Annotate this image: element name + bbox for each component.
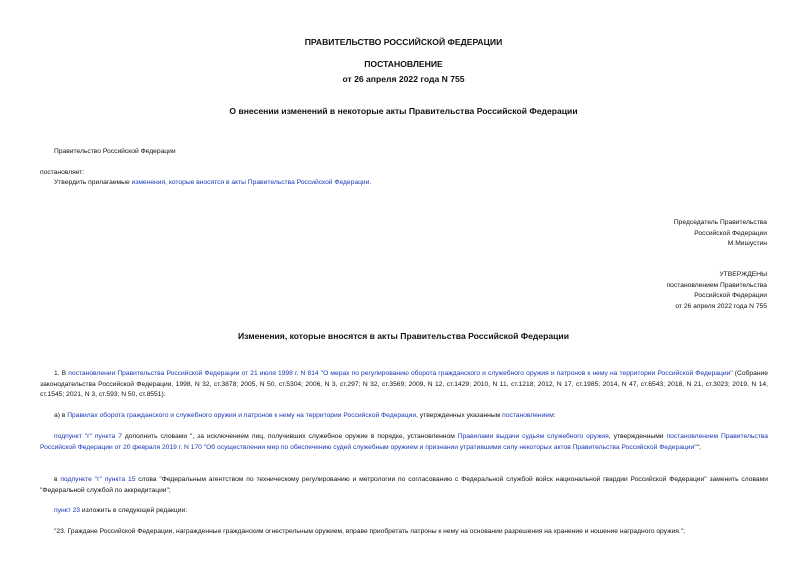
- signature-position: Председатель Правительства: [673, 219, 767, 226]
- item-g-text-2: , утвержденными: [608, 433, 667, 440]
- item-a-resolution-link[interactable]: постановлением: [502, 412, 554, 419]
- preamble-decides: постановляет:: [40, 169, 85, 176]
- approve-prefix: Утвердить прилагаемые: [54, 179, 132, 186]
- item-g-text-1: дополнить словами ", за исключением лиц, получивших служебное оружие в порядке, установленном: [121, 433, 458, 440]
- quote-23: "23. Граждане Российской Федерации, награжденные гражданским огнестрельным оружием, вправе приобретать патроны к нему на основании разрешения на хранение и ношение наградного оружия.";: [54, 528, 686, 535]
- item-a-prefix: а) в: [54, 412, 68, 419]
- item-a-paragraph: [54, 411, 768, 422]
- document-title: О внесении изменений в некоторые акты Правительства Российской Федерации: [229, 106, 578, 116]
- government-heading: ПРАВИТЕЛЬСТВО РОССИЙСКОЙ ФЕДЕРАЦИИ: [304, 37, 503, 47]
- item-1-link[interactable]: постановлении Правительства Российской Федерации от 21 июля 1998 г. N 814 "О мерах по регулированию оборота гражданского и служебного оружия и патронов к нему на территории Российской Федерации": [68, 370, 733, 377]
- item-1-paragraph: [40, 369, 768, 401]
- preamble-subject: Правительство Российской Федерации: [54, 148, 176, 155]
- document-type: ПОСТАНОВЛЕНИЕ: [364, 59, 443, 69]
- signature-country: Российской Федерации: [694, 229, 767, 237]
- item-g-text-3: ";: [696, 443, 701, 451]
- item-23-paragraph: [54, 506, 187, 517]
- approved-by: постановлением Правительства: [666, 281, 767, 289]
- signature-name: М.Мишустин: [727, 240, 767, 247]
- item-23-link[interactable]: пункт 23: [54, 507, 81, 514]
- preamble-approve: [54, 178, 371, 189]
- approved-block: [667, 270, 767, 312]
- approved-heading: УТВЕРЖДЕНЫ: [719, 271, 767, 278]
- approve-suffix: .: [369, 179, 372, 186]
- item-a-middle: , утвержденных указанным: [416, 412, 503, 419]
- document-date-number: от 26 апреля 2022 года N 755: [342, 74, 465, 84]
- approve-link[interactable]: изменения, которые вносятся в акты Правительства Российской Федерации: [131, 179, 370, 186]
- approved-country: Российской Федерации: [694, 292, 767, 299]
- item-g-paragraph: [40, 432, 768, 453]
- item-15-text: слова "Федеральным агентством по техническому регулированию и метрологии по согласованию с Федеральной службой войск национальной гвардии Российской Федерации" заменить словами "Федеральной службой по аккредитации";: [40, 476, 768, 494]
- item-15-prefix: в: [54, 476, 61, 483]
- item-1-text: (Собрание законодательства Российской Федерации, 1998, N 32, ст.3878; 2005, N 50, ст.5304; 2006, N 3, ст.297; N 32, ст.3569; 2009, N 12, ст.1429; 2010, N 11, ст.1218; 2012, N 17, ст.1985; 2014, N 47, ст.6543; 2018, N 21, ст.3023; 2019, N 14, ст.1545; 2021, N 3, ст.593; N 50, ст.8551):: [40, 370, 768, 398]
- item-g-subpoint-link[interactable]: подпункт "г" пункта 7: [54, 433, 122, 440]
- item-g-rules-link[interactable]: Правилами выдачи судьям служебного оружия: [457, 433, 609, 440]
- signature-block: [674, 218, 767, 250]
- item-23-text: изложить в следующей редакции:: [80, 507, 188, 514]
- item-g-resolution-link[interactable]: постановлением Правительства Российской Федерации от 20 февраля 2019 г. N 170 "Об осуществлении мер по обеспечению судей служебным оружием и признании утратившими силу некоторых актов Правительства Российской Федерации": [40, 433, 768, 451]
- item-a-rules-link[interactable]: Правилах оборота гражданского и служебного оружия и патронов к нему на территории Российской Федерации: [67, 412, 417, 419]
- item-15-link[interactable]: подпункте "г" пункта 15: [60, 476, 136, 483]
- approved-date: от 26 апреля 2022 года N 755: [675, 302, 767, 310]
- item-a-suffix: :: [553, 412, 556, 419]
- item-15-paragraph: [40, 475, 768, 496]
- item-1-number: 1. В: [54, 370, 69, 377]
- changes-title: Изменения, которые вносятся в акты Правительства Российской Федерации: [237, 331, 569, 341]
